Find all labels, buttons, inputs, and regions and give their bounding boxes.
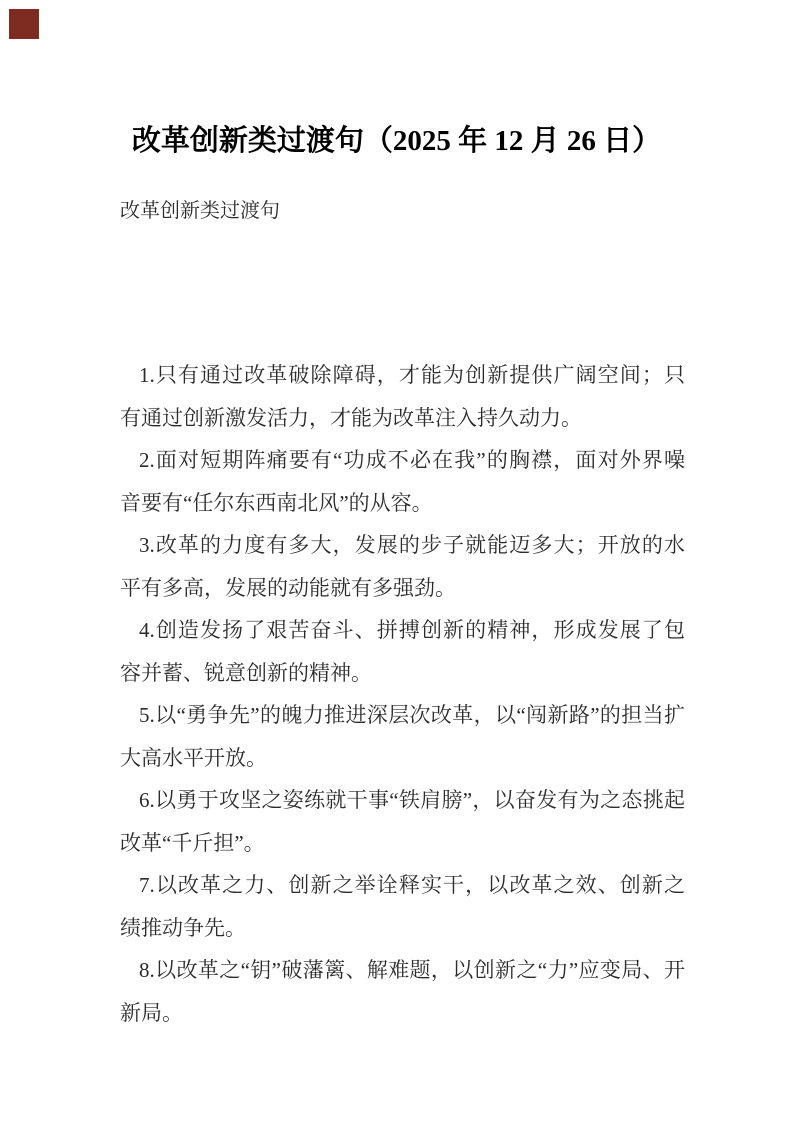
text-line: 音要有“任尔东西南北风”的从容。 — [120, 490, 433, 515]
paragraph — [120, 354, 685, 439]
text-line: 6.以勇于攻坚之姿练就干事“铁肩膀”，以奋发有为之态挑起 — [139, 788, 685, 812]
document-title: 改革创新类过渡句（2025 年 12 月 26 日） — [131, 125, 662, 157]
paragraph — [120, 779, 685, 864]
text-line: 大高水平开放。 — [120, 745, 267, 770]
paragraph — [120, 609, 685, 694]
text-line: 7.以改革之力、创新之举诠释实干，以改革之效、创新之 — [139, 873, 685, 897]
text-line: 2.面对短期阵痛要有“功成不必在我”的胸襟，面对外界噪 — [139, 448, 685, 472]
text-line: 新局。 — [120, 1000, 183, 1025]
paragraph — [120, 439, 685, 524]
text-line: 4.创造发扬了艰苦奋斗、拼搏创新的精神，形成发展了包 — [139, 618, 685, 642]
text-line: 容并蓄、锐意创新的精神。 — [120, 660, 372, 685]
text-line: 改革“千斤担”。 — [120, 830, 265, 855]
text-line: 绩推动争先。 — [120, 915, 246, 940]
text-line: 3.改革的力度有多大，发展的步子就能迈多大；开放的水 — [139, 533, 685, 557]
paragraph-list — [120, 354, 685, 1034]
text-line: 1.只有通过改革破除障碍，才能为创新提供广阔空间；只 — [139, 363, 685, 387]
corner-mark — [9, 9, 39, 39]
text-line: 有通过创新激发活力，才能为改革注入持久动力。 — [120, 405, 582, 430]
paragraph — [120, 949, 685, 1034]
paragraph — [120, 694, 685, 779]
text-line: 平有多高，发展的动能就有多强劲。 — [120, 575, 456, 600]
text-line: 8.以改革之“钥”破藩篱、解难题，以创新之“力”应变局、开 — [139, 958, 685, 982]
text-line: 5.以“勇争先”的魄力推进深层次改革，以“闯新路”的担当扩 — [139, 703, 685, 727]
paragraph — [120, 864, 685, 949]
paragraph — [120, 524, 685, 609]
document-subtitle: 改革创新类过渡句 — [120, 200, 280, 222]
